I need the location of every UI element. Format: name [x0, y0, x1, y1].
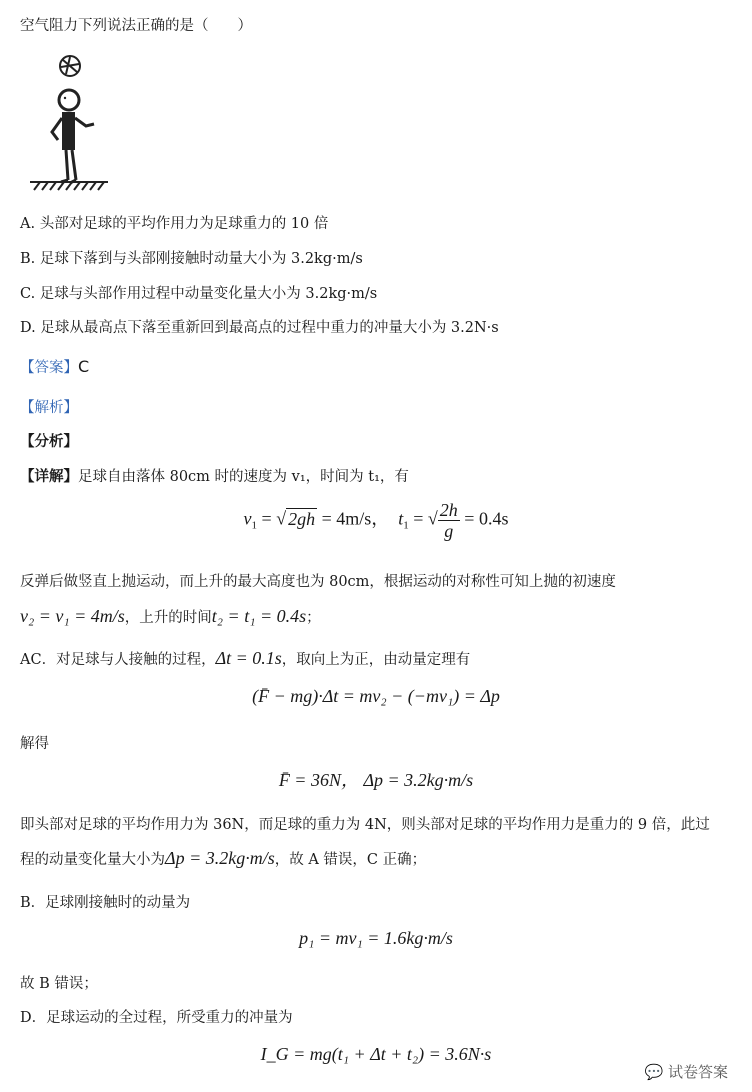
- wechat-icon: 💬: [644, 1063, 664, 1081]
- detail-text: 足球自由落体 80cm 时的速度为 v₁，时间为 t₁，有: [78, 469, 409, 485]
- equation-5: I_G = mg(t₁ + Δt + t₂) = 3.6N·s: [260, 1044, 492, 1064]
- answer-line: [20, 356, 89, 377]
- watermark: 💬 试卷答案: [644, 1063, 728, 1081]
- paragraph-solve: 解得: [20, 736, 49, 752]
- detail-line: [20, 465, 409, 486]
- figure-person-heading-ball: [26, 52, 116, 192]
- soccer-ball-icon: [60, 56, 80, 76]
- paragraph-rebound: 反弹后做竖直上抛运动，而上升的最大高度也为 80cm，根据运动的对称性可知上抛的初速度: [20, 574, 616, 590]
- paragraph-momentum-change: 程的动量变化量大小为Δp = 3.2kg·m/s，故 A 错误，C 正确；: [20, 848, 427, 868]
- ground-hatch: [30, 182, 108, 190]
- paragraph-ac: AC．对足球与人接触的过程，Δt = 0.1s，取向上为正，由动量定理有: [20, 648, 471, 668]
- detail-label: 【详解】: [20, 468, 78, 485]
- fenxi-label: 【分析】: [20, 433, 78, 450]
- paragraph-force-ratio: 即头部对足球的平均作用力为 36N，而足球的重力为 4N，则头部对足球的平均作用力是重力的 9 倍，此过: [20, 817, 710, 833]
- jiexi-label: 【解析】: [20, 400, 78, 416]
- question-stem: 空气阻力下列说法正确的是（ ）: [20, 18, 252, 34]
- equation-4: p₁ = mv₁ = 1.6kg·m/s: [299, 928, 453, 948]
- eq1-t1-value: = 0.4s: [464, 508, 509, 529]
- equation-2: (F̄ − mg)·Δt = mv₂ − (−mv₁) = Δp: [252, 686, 500, 706]
- option-a: A. 头部对足球的平均作用力为足球重力的 10 倍: [20, 216, 329, 232]
- paragraph-d: D．足球运动的全过程，所受重力的冲量为: [20, 1010, 293, 1026]
- paragraph-initial-velocity: v₂ = v₁ = 4m/s，上升的时间t₂ = t₁ = 0.4s；: [20, 606, 321, 626]
- answer-value: C: [78, 357, 90, 376]
- person-figure: [52, 90, 94, 183]
- option-b: B. 足球下落到与头部刚接触时动量大小为 3.2kg·m/s: [20, 251, 363, 267]
- equation-1: $v_1$ = √ 2gh = 4m/s， $t_1$ = √ $\frac{2h}{g}$ = 0.4s: [243, 500, 509, 541]
- option-c: C. 足球与头部作用过程中动量变化量大小为 3.2kg·m/s: [20, 286, 378, 302]
- paragraph-b-wrong: 故 B 错误；: [20, 976, 98, 992]
- equation-3: F̄ = 36N， Δp = 3.2kg·m/s: [278, 770, 474, 790]
- paragraph-b: B．足球刚接触时的动量为: [20, 895, 191, 911]
- answer-label: 【答案】: [20, 360, 78, 376]
- option-d: D. 足球从最高点下落至重新回到最高点的过程中重力的冲量大小为 3.2N·s: [20, 320, 499, 336]
- eq1-v1-value: = 4m/s: [321, 508, 372, 529]
